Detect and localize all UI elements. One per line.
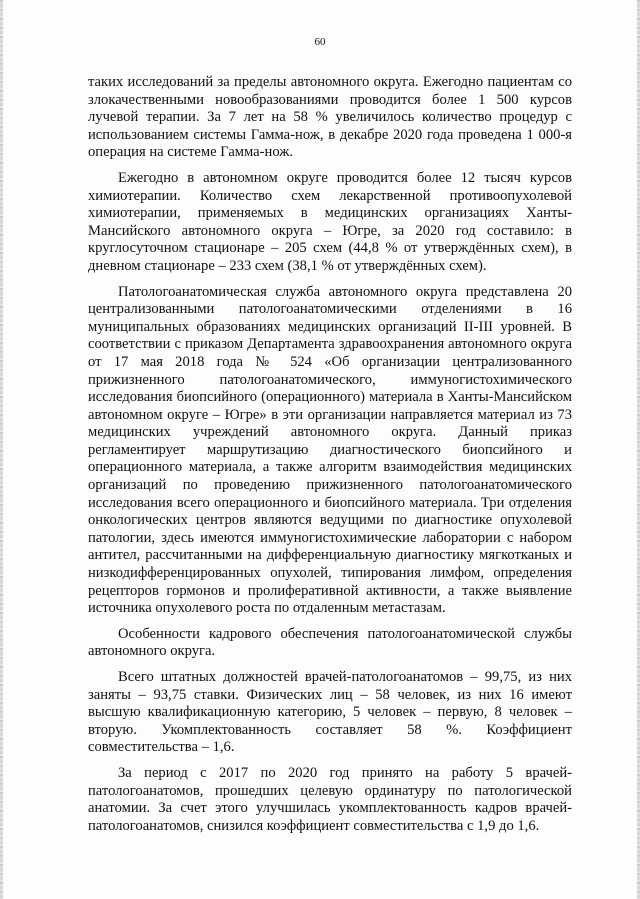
paragraph-staffing-heading: Особенности кадрового обеспечения патологоанатомической службы автономного округа.	[88, 625, 572, 660]
paragraph-hiring: За период с 2017 по 2020 год принято на работу 5 врачей-патологоанатомов, прошедших целевую ординатуру по патологической анатомии. За счет этого улучшилась укомплектованность кадров врачей-патологоанатомов, снизился коэффициент совместительства с 1,9 до 1,6.	[88, 764, 572, 834]
paragraph-radiotherapy: таких исследований за пределы автономного округа. Ежегодно пациентам со злокачественными новообразованиями проводится более 1 500 курсов лучевой терапии. За 7 лет на 58 % увеличилось количество процедур с использованием системы Гамма-нож, в декабре 2020 года проведена 1 000-я операция на системе Гамма-нож.	[88, 74, 572, 161]
page-number: 60	[314, 36, 326, 48]
paragraph-pathology-service: Патологоанатомическая служба автономного округа представлена 20 централизованными патологоанатомическими отделениями в 16 муниципальных образованиях медицинских организаций II-III уровней. В соответствии с приказом Департамента здравоохранения автономного округа от 17 мая 2018 года № 524 «Об организации централизованного прижизненного патологоанатомического, иммуногистохимического исследования биопсийного (операционного) материала в Ханты-Мансийском автономном округе – Югре» в эти организации направляется материал из 73 медицинских учреждений автономного округа. Данный приказ регламентирует маршрутизацию диагностического биопсийного и операционного материала, а также алгоритм взаимодействия медицинских организаций по проведению прижизненного патологоанатомического исследования всего операционного и биопсийного материала. Три отделения онкологических центров являются ведущими по диагностике опухолевой патологии, здесь имеются иммуногистохимические лаборатории с набором антител, рассчитанными на дифференциальную диагностику мягкотканых и низкодифференцированных опухолей, типирования лимфом, определения рецепторов гормонов и пролиферативной активности, а также выявление источника опухолевого роста по отдаленным метастазам.	[88, 283, 572, 617]
paragraph-chemotherapy: Ежегодно в автономном округе проводится более 12 тысяч курсов химиотерапии. Количество схем лекарственной противоопухолевой химиотерапии, применяемых в медицинских организациях Ханты-Мансийского автономного округа – Югре, за 2020 год составило: в круглосуточном стационаре – 205 схем (44,8 % от утверждённых схем), в дневном стационаре – 233 схем (38,1 % от утверждённых схем).	[88, 169, 572, 274]
paragraph-staffing-figures: Всего штатных должностей врачей-патологоанатомов – 99,75, из них заняты – 93,75 ставки. Физических лиц – 58 человек, из них 16 имеют высшую квалификационную категорию, 5 человек – первую, 8 человек – вторую. Укомплектованность составляет 58 %. Коэффициент совместительства – 1,6.	[88, 669, 572, 756]
document-body	[88, 74, 572, 843]
scan-edge-left	[0, 0, 3, 899]
